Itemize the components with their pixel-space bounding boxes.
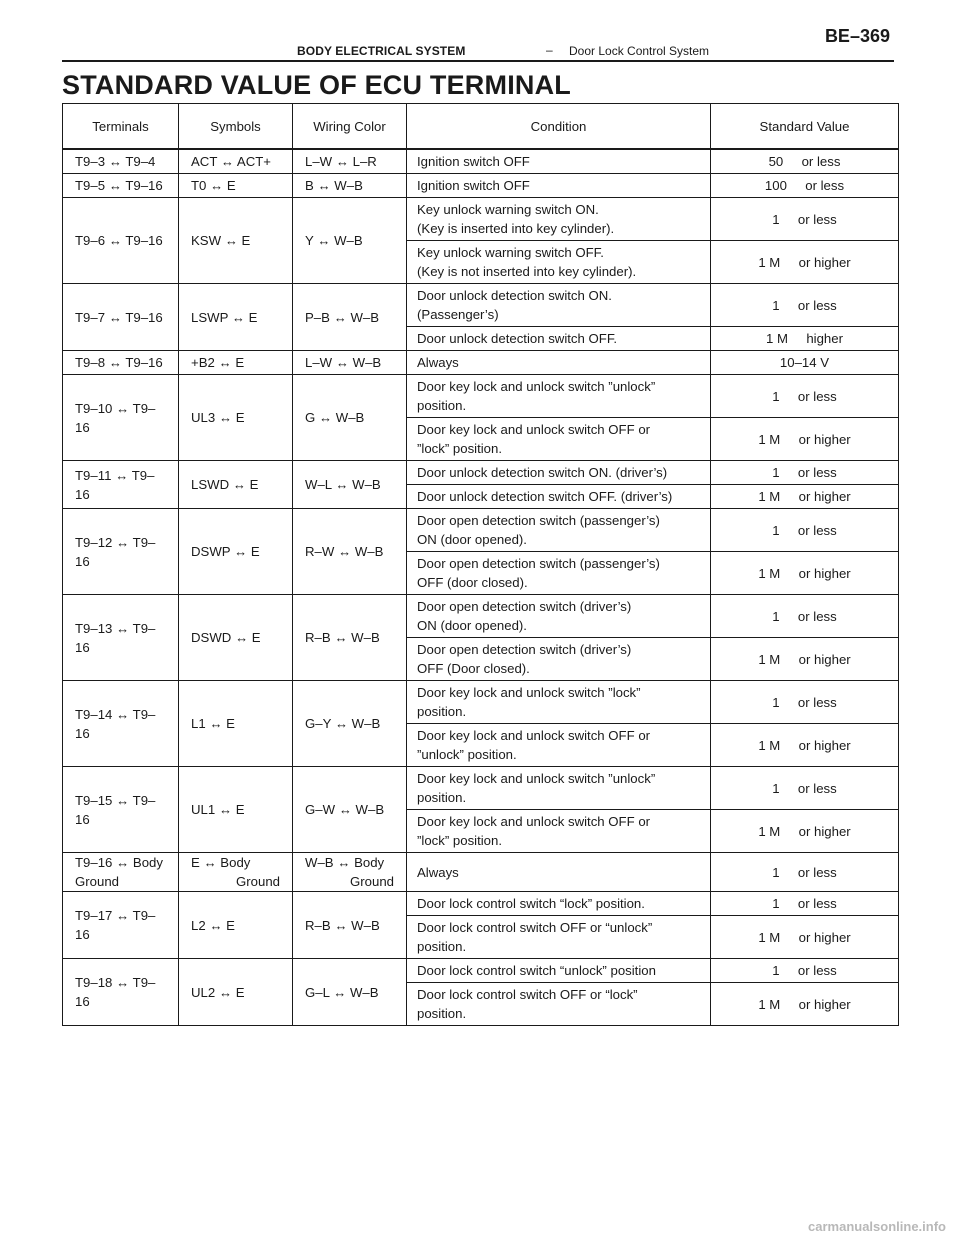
standard-value-cell: 10–14 V [711, 351, 899, 375]
table-row [63, 375, 899, 418]
condition-line: Key unlock warning switch ON. [417, 202, 599, 217]
condition-line: position. [417, 790, 467, 805]
condition-cell [407, 959, 711, 983]
standard-value-cell: 100 or less [711, 174, 899, 198]
wiring-cell: Y ↔ W–B [293, 198, 407, 284]
condition-cell [407, 767, 711, 810]
symbols-cell: LSWP ↔ E [179, 284, 293, 351]
condition-cell [407, 595, 711, 638]
table-row [63, 959, 899, 983]
symbols-cell: ACT ↔ ACT+ [179, 149, 293, 174]
condition-cell [407, 461, 711, 485]
wiring-cell: G–Y ↔ W–B [293, 681, 407, 767]
condition-line: Ignition switch OFF [417, 178, 530, 193]
condition-cell [407, 853, 711, 892]
standard-value-cell: 1 M or higher [711, 552, 899, 595]
wiring-cell: R–W ↔ W–B [293, 509, 407, 595]
table-header-row [63, 104, 899, 150]
table-row [63, 509, 899, 552]
symbols-line: E ↔ Body [191, 855, 251, 870]
header-rule [62, 60, 894, 62]
standard-value-cell: 1 or less [711, 681, 899, 724]
condition-line: Door lock control switch “unlock” position [417, 963, 656, 978]
condition-line: Door unlock detection switch ON. (driver’s) [417, 465, 668, 480]
condition-line: ON (door opened). [417, 618, 527, 633]
standard-value-cell: 50 or less [711, 149, 899, 174]
table-row [63, 174, 899, 198]
symbols-cell: +B2 ↔ E [179, 351, 293, 375]
wiring-cell: G–W ↔ W–B [293, 767, 407, 853]
col-wiring-color: Wiring Color [293, 104, 407, 150]
terminals-cell: T9–3 ↔ T9–4 [63, 149, 179, 174]
standard-value-cell: 1 M or higher [711, 241, 899, 284]
wiring-cell: G–L ↔ W–B [293, 959, 407, 1026]
table-row [63, 892, 899, 916]
condition-line: position. [417, 1006, 467, 1021]
condition-cell [407, 149, 711, 174]
standard-value-cell: 1 or less [711, 284, 899, 327]
terminals-line: Ground [75, 874, 119, 889]
section-name: Door Lock Control System [569, 44, 710, 58]
terminals-cell: T9–7 ↔ T9–16 [63, 284, 179, 351]
watermark: carmanualsonline.info [808, 1219, 946, 1234]
col-condition: Condition [407, 104, 711, 150]
condition-cell [407, 284, 711, 327]
condition-line: ”unlock” position. [417, 747, 517, 762]
standard-value-cell: 1 or less [711, 375, 899, 418]
table-row [63, 681, 899, 724]
standard-value-cell: 1 M or higher [711, 638, 899, 681]
standard-value-cell: 1 or less [711, 198, 899, 241]
condition-cell [407, 916, 711, 959]
symbols-cell: L2 ↔ E [179, 892, 293, 959]
terminals-cell: T9–14 ↔ T9–16 [63, 681, 179, 767]
standard-value-cell: 1 M or higher [711, 810, 899, 853]
symbols-cell: UL3 ↔ E [179, 375, 293, 461]
terminals-cell: T9–17 ↔ T9–16 [63, 892, 179, 959]
wiring-cell: W–L ↔ W–B [293, 461, 407, 509]
condition-line: Always [417, 355, 459, 370]
condition-line: Door open detection switch (driver’s) [417, 599, 632, 614]
ecu-terminal-table [62, 103, 899, 1026]
condition-cell [407, 351, 711, 375]
symbols-cell: UL1 ↔ E [179, 767, 293, 853]
condition-line: Door key lock and unlock switch ”lock” [417, 685, 641, 700]
terminals-cell: T9–12 ↔ T9–16 [63, 509, 179, 595]
condition-line: position. [417, 398, 467, 413]
wiring-line: W–B ↔ Body [305, 855, 385, 870]
header-separator: – [546, 43, 553, 57]
condition-line: OFF (Door closed). [417, 661, 530, 676]
condition-line: Door open detection switch (passenger’s) [417, 556, 660, 571]
condition-cell [407, 418, 711, 461]
condition-line: Door key lock and unlock switch OFF or [417, 728, 651, 743]
standard-value-cell: 1 or less [711, 892, 899, 916]
wiring-cell: L–W ↔ L–R [293, 149, 407, 174]
condition-line: Key unlock warning switch OFF. [417, 245, 604, 260]
standard-value-cell: 1 M higher [711, 327, 899, 351]
condition-cell [407, 810, 711, 853]
symbols-cell: DSWP ↔ E [179, 509, 293, 595]
standard-value-cell: 1 or less [711, 461, 899, 485]
page-header [62, 20, 894, 58]
table-row [63, 284, 899, 327]
condition-cell [407, 681, 711, 724]
symbols-cell: KSW ↔ E [179, 198, 293, 284]
page-title: STANDARD VALUE OF ECU TERMINAL [62, 70, 571, 100]
symbols-cell: T0 ↔ E [179, 174, 293, 198]
condition-cell [407, 724, 711, 767]
condition-cell [407, 552, 711, 595]
symbols-cell: UL2 ↔ E [179, 959, 293, 1026]
condition-line: (Key is not inserted into key cylinder). [417, 264, 637, 279]
table-row [63, 198, 899, 241]
condition-cell [407, 174, 711, 198]
condition-line: ”lock” position. [417, 441, 503, 456]
wiring-line: Ground [350, 874, 394, 889]
terminals-cell: T9–10 ↔ T9–16 [63, 375, 179, 461]
table-row [63, 461, 899, 485]
table-row [63, 149, 899, 174]
wiring-cell: P–B ↔ W–B [293, 284, 407, 351]
system-name: BODY ELECTRICAL SYSTEM [297, 44, 466, 58]
terminals-cell [63, 853, 179, 892]
condition-line: Door open detection switch (passenger’s) [417, 513, 660, 528]
standard-value-cell: 1 M or higher [711, 724, 899, 767]
condition-line: Door key lock and unlock switch ”unlock” [417, 771, 656, 786]
terminals-cell: T9–13 ↔ T9–16 [63, 595, 179, 681]
table-row [63, 767, 899, 810]
condition-cell [407, 509, 711, 552]
standard-value-cell: 1 M or higher [711, 418, 899, 461]
terminals-cell: T9–11 ↔ T9–16 [63, 461, 179, 509]
wiring-cell: R–B ↔ W–B [293, 595, 407, 681]
table-row [63, 595, 899, 638]
condition-line: Door unlock detection switch OFF. (driver’s) [417, 489, 673, 504]
standard-value-cell: 1 or less [711, 509, 899, 552]
condition-line: Door lock control switch OFF or “lock” [417, 987, 638, 1002]
condition-cell [407, 327, 711, 351]
symbols-cell: L1 ↔ E [179, 681, 293, 767]
condition-cell [407, 638, 711, 681]
wiring-cell: G ↔ W–B [293, 375, 407, 461]
condition-line: Ignition switch OFF [417, 154, 530, 169]
condition-line: ”lock” position. [417, 833, 503, 848]
condition-cell [407, 485, 711, 509]
condition-line: position. [417, 704, 467, 719]
terminals-cell: T9–15 ↔ T9–16 [63, 767, 179, 853]
standard-value-cell: 1 or less [711, 959, 899, 983]
symbols-cell [179, 853, 293, 892]
condition-line: Door open detection switch (driver’s) [417, 642, 632, 657]
symbols-cell: LSWD ↔ E [179, 461, 293, 509]
condition-line: OFF (door closed). [417, 575, 528, 590]
symbols-line: Ground [236, 874, 280, 889]
condition-cell [407, 241, 711, 284]
terminals-cell: T9–5 ↔ T9–16 [63, 174, 179, 198]
condition-line: ON (door opened). [417, 532, 527, 547]
condition-line: Door key lock and unlock switch OFF or [417, 814, 651, 829]
standard-value-cell: 1 M or higher [711, 983, 899, 1026]
condition-line: (Passenger’s) [417, 307, 499, 322]
condition-line: Door key lock and unlock switch ”unlock” [417, 379, 656, 394]
page-number: BE–369 [824, 26, 890, 46]
wiring-cell: B ↔ W–B [293, 174, 407, 198]
condition-line: (Key is inserted into key cylinder). [417, 221, 615, 236]
col-symbols: Symbols [179, 104, 293, 150]
condition-line: Door unlock detection switch OFF. [417, 331, 618, 346]
condition-line: Door unlock detection switch ON. [417, 288, 612, 303]
table-row [63, 853, 899, 892]
condition-line: Door key lock and unlock switch OFF or [417, 422, 651, 437]
standard-value-cell: 1 M or higher [711, 916, 899, 959]
standard-value-cell: 1 or less [711, 595, 899, 638]
wiring-cell: L–W ↔ W–B [293, 351, 407, 375]
terminals-line: T9–16 ↔ Body [75, 855, 163, 870]
terminals-cell: T9–8 ↔ T9–16 [63, 351, 179, 375]
standard-value-cell: 1 or less [711, 767, 899, 810]
condition-line: Door lock control switch OFF or “unlock” [417, 920, 653, 935]
condition-cell [407, 375, 711, 418]
condition-cell [407, 983, 711, 1026]
terminals-cell: T9–18 ↔ T9–16 [63, 959, 179, 1026]
col-terminals: Terminals [63, 104, 179, 150]
condition-cell [407, 198, 711, 241]
standard-value-cell: 1 M or higher [711, 485, 899, 509]
symbols-cell: DSWD ↔ E [179, 595, 293, 681]
condition-line: Door lock control switch “lock” position. [417, 896, 645, 911]
terminals-cell: T9–6 ↔ T9–16 [63, 198, 179, 284]
condition-line: position. [417, 939, 467, 954]
condition-line: Always [417, 864, 459, 880]
wiring-cell [293, 853, 407, 892]
wiring-cell: R–B ↔ W–B [293, 892, 407, 959]
condition-cell [407, 892, 711, 916]
table-row [63, 351, 899, 375]
col-standard-value: Standard Value [711, 104, 899, 150]
standard-value-cell: 1 or less [711, 853, 899, 892]
